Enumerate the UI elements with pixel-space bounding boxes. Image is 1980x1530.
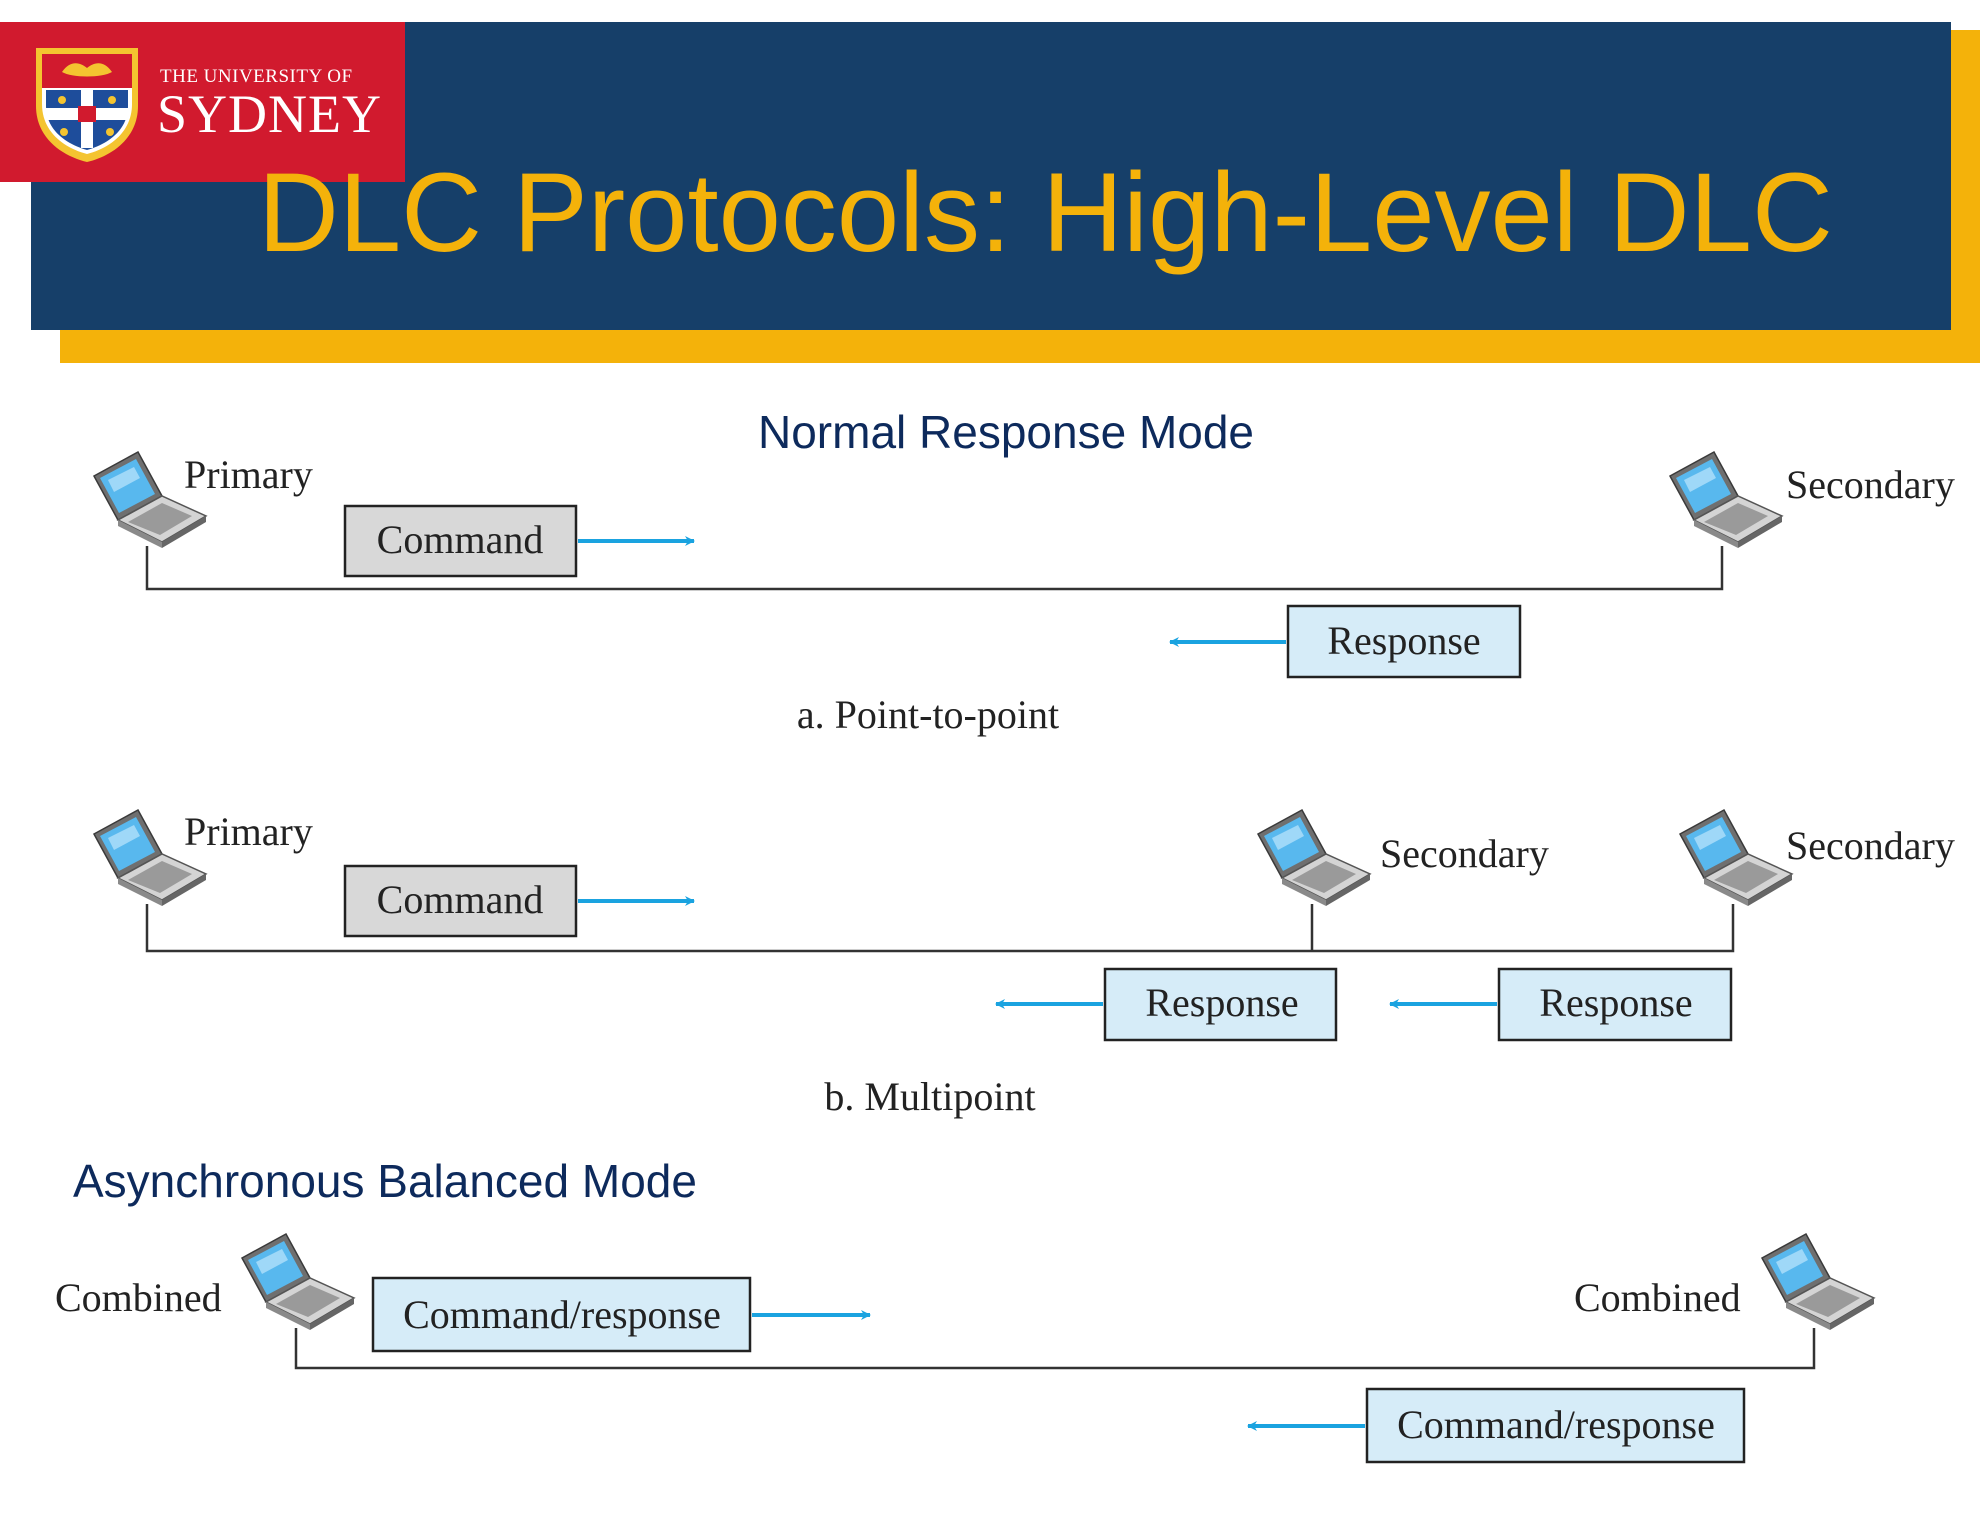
multipoint-diagram [94, 809, 1955, 1119]
secondary-label: Secondary [1786, 462, 1955, 507]
logo-text-big: SYDNEY [157, 84, 383, 144]
normal-response-mode-heading: Normal Response Mode [758, 406, 1255, 458]
page-title: DLC Protocols: High-Level DLC [258, 150, 1833, 275]
secondary-label-1: Secondary [1380, 831, 1549, 876]
asynchronous-balanced-mode-heading: Asynchronous Balanced Mode [73, 1155, 697, 1207]
combined-laptop-icon-right [1762, 1234, 1874, 1330]
command-response-label-2: Command/response [1397, 1402, 1715, 1447]
command-label: Command [376, 877, 544, 922]
primary-label: Primary [184, 809, 313, 854]
abm-diagram [55, 1234, 1874, 1462]
point-to-point-diagram [94, 452, 1955, 737]
secondary-laptop-icon [1670, 452, 1782, 548]
multipoint-caption: b. Multipoint [824, 1074, 1036, 1119]
secondary-label-2: Secondary [1786, 823, 1955, 868]
response-label: Response [1327, 618, 1481, 663]
response-label-2: Response [1539, 980, 1693, 1025]
logo-text-small: THE UNIVERSITY OF [160, 66, 353, 87]
secondary-laptop-icon-1 [1258, 810, 1370, 906]
combined-laptop-icon-left [242, 1234, 354, 1330]
point-to-point-caption: a. Point-to-point [796, 692, 1060, 737]
command-response-label-1: Command/response [403, 1292, 721, 1337]
response-label-1: Response [1145, 980, 1299, 1025]
combined-label-left: Combined [55, 1275, 222, 1320]
primary-label: Primary [184, 452, 313, 497]
combined-label-right: Combined [1574, 1275, 1741, 1320]
command-label: Command [376, 517, 544, 562]
secondary-laptop-icon-2 [1680, 810, 1792, 906]
